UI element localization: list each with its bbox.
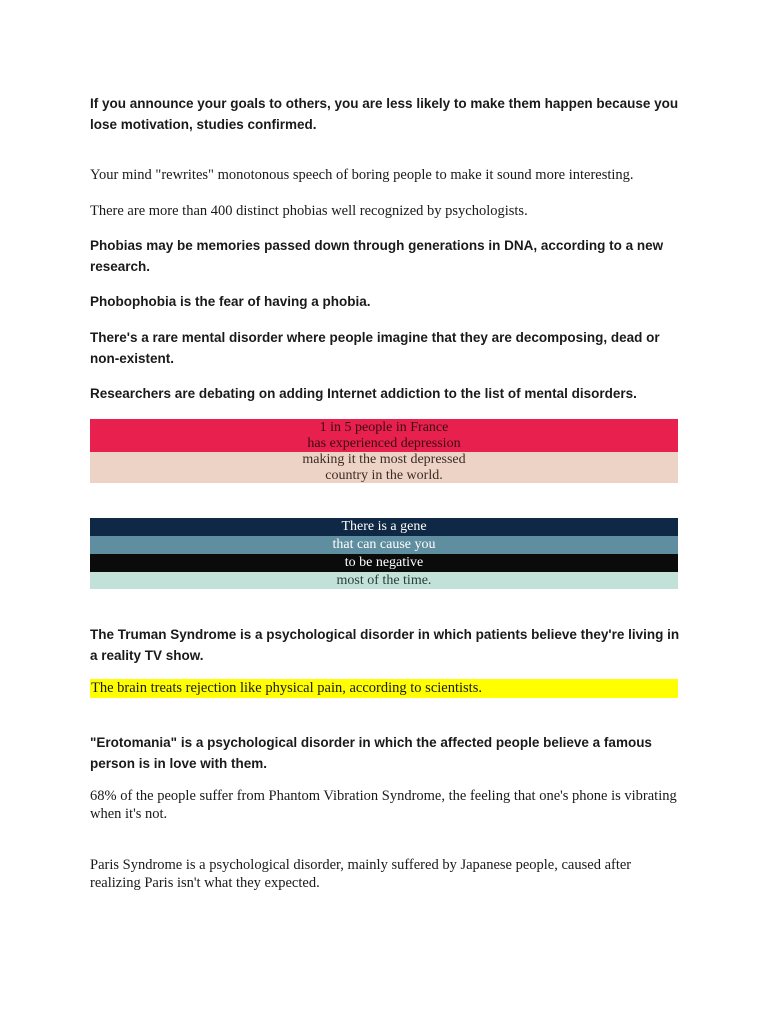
fact-decomposing-disorder: There's a rare mental disorder where people imagine that they are decomposing, dead or non-existent. <box>90 330 660 366</box>
france-line-2: has experienced depression <box>307 436 461 451</box>
fact-phobias-dna: Phobias may be memories passed down through generations in DNA, according to a new research. <box>90 238 664 274</box>
fact-phantom-vibration: 68% of the people suffer from Phantom Vibration Syndrome, the feeling that one's phone is vibrating when it's not. <box>90 788 677 822</box>
france-line-4: country in the world. <box>325 468 443 483</box>
gene-line-4: most of the time. <box>90 572 678 589</box>
fact-brain-rejection-highlight: The brain treats rejection like physical pain, according to scientists. <box>90 679 678 698</box>
france-line-3: making it the most depressed <box>302 452 466 467</box>
fact-erotomania: "Erotomania" is a psychological disorder in which the affected people believe a famous person is in love with them. <box>90 735 652 771</box>
gene-line-1: There is a gene <box>90 518 678 536</box>
fact-phobophobia: Phobophobia is the fear of having a phobia. <box>90 294 371 309</box>
fact-goals: If you announce your goals to others, you are less likely to make them happen because you lose motivation, studies confirmed. <box>90 96 679 132</box>
fact-truman-syndrome: The Truman Syndrome is a psychological disorder in which patients believe they're living in a reality TV show. <box>90 627 680 663</box>
france-line-1: 1 in 5 people in France <box>319 420 449 435</box>
fact-mind-rewrites: Your mind "rewrites" monotonous speech of boring people to make it sound more interesting. <box>90 167 634 183</box>
fact-phobias-count: There are more than 400 distinct phobias well recognized by psychologists. <box>90 203 528 219</box>
fact-internet-addiction: Researchers are debating on adding Internet addiction to the list of mental disorders. <box>90 386 637 401</box>
gene-line-2: that can cause you <box>90 536 678 554</box>
france-band-top <box>90 419 678 452</box>
france-band-bottom <box>90 452 678 483</box>
fact-paris-syndrome: Paris Syndrome is a psychological disorder, mainly suffered by Japanese people, caused after realizing Paris isn't what they expected. <box>90 857 632 891</box>
gene-line-3: to be negative <box>90 554 678 572</box>
